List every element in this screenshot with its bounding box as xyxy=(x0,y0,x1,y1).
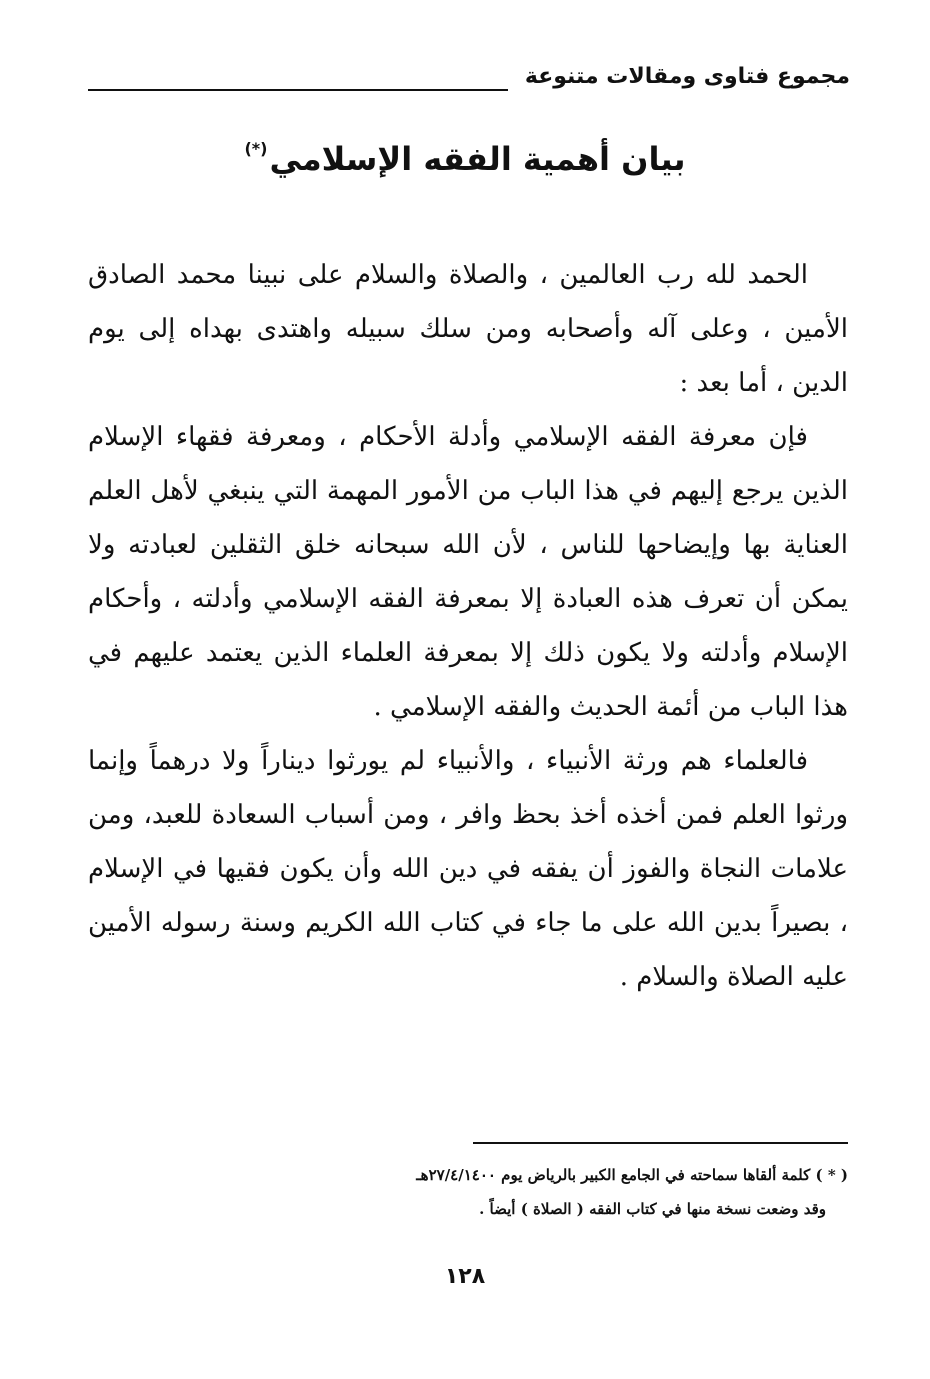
footnote-line: ( * ) كلمة ألقاها سماحته في الجامع الكبير بالرياض يوم ٢٧/٤/١٤٠٠هـ xyxy=(416,1166,848,1184)
paragraph: فالعلماء هم ورثة الأنبياء ، والأنبياء لم يورثوا ديناراً ولا درهماً وإنما ورثوا العلم فمن أخذه أخذ بحظ وافر ، ومن أسباب السعادة للعبد، ومن علامات النجاة والفوز أن يفقه في دين الله وأن يكون فقيها في الإسلام ، بصيراً بدين الله على ما جاء في كتاب الله الكريم وسنة رسوله الأمين عليه الصلاة والسلام . xyxy=(88,746,848,992)
footnote-rule xyxy=(473,1142,848,1144)
page-number: ١٢٨ xyxy=(444,1264,486,1289)
paragraph: الحمد لله رب العالمين ، والصلاة والسلام على نبينا محمد الصادق الأمين ، وعلى آله وأصحابه ومن سلك سبيله واهتدى بهداه إلى يوم الدين ، أما بعد : xyxy=(88,260,848,398)
header-rule xyxy=(88,89,508,91)
paragraph: فإن معرفة الفقه الإسلامي وأدلة الأحكام ، ومعرفة فقهاء الإسلام الذين يرجع إليهم في هذا الباب من الأمور المهمة التي ينبغي لأهل العلم العناية بها وإيضاحها للناس ، لأن الله سبحانه خلق الثقلين لعبادته ولا يمكن أن تعرف هذه العبادة إلا بمعرفة الفقه الإسلامي وأدلته ، وأحكام الإسلام وأدلته ولا يكون ذلك إلا بمعرفة العلماء الذين يعتمد عليهم في هذا الباب من أئمة الحديث والفقه الإسلامي . xyxy=(88,422,848,722)
series-title: مجموع فتاوى ومقالات متنوعة xyxy=(524,64,850,89)
running-header xyxy=(88,62,850,102)
footnote-marker: (*) xyxy=(244,139,268,158)
footnote xyxy=(200,1158,848,1226)
article-title xyxy=(80,140,850,178)
article-body xyxy=(88,248,848,1004)
article-title-text: بيان أهمية الفقه الإسلامي xyxy=(269,140,686,178)
footnote-line: وقد وضعت نسخة منها في كتاب الفقه ( الصلاة ) أيضاً . xyxy=(479,1200,826,1218)
